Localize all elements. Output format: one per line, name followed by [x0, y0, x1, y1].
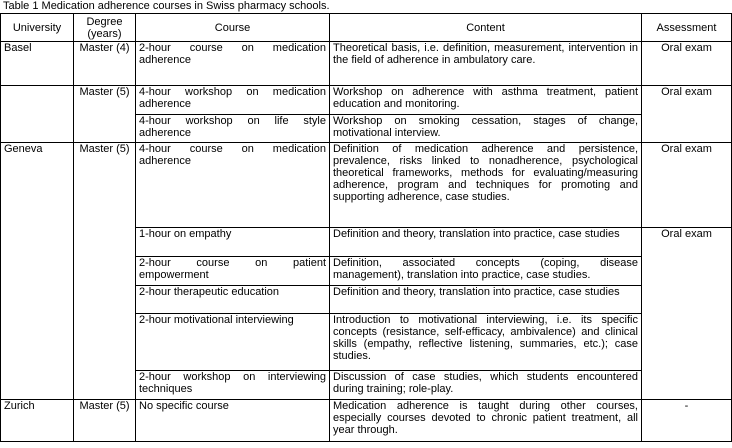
header-content: Content	[330, 14, 642, 42]
course-cell: 1-hour on empathy	[136, 228, 330, 257]
table-row	[1, 86, 732, 115]
course-cell: 2-hour motivational interviewing	[136, 314, 330, 371]
course-cell: No specific course	[136, 400, 330, 442]
degree-cell: Master (5)	[74, 143, 136, 400]
content-cell: Medication adherence is taught during other courses, especially courses devoted to chronic patient treatment, all year through.	[330, 400, 642, 442]
content-cell: Theoretical basis, i.e. definition, measurement, intervention in the field of adherence in ambulatory care.	[330, 42, 642, 86]
header-course: Course	[136, 14, 330, 42]
course-cell: 2-hour therapeutic education	[136, 286, 330, 314]
assessment-cell: Oral exam	[642, 228, 732, 400]
degree-cell: Master (5)	[74, 400, 136, 442]
content-cell: Definition of medication adherence and persistence, prevalence, risks linked to nonadherence, psychological theoretical frameworks, methods for evaluating/measuring adherence, program and techniques for promoting and supporting adherence, case studies.	[330, 143, 642, 228]
content-cell: Workshop on smoking cessation, stages of change, motivational interview.	[330, 115, 642, 143]
assessment-cell: Oral exam	[642, 86, 732, 143]
course-cell: 4-hour course on medication adherence	[136, 143, 330, 228]
content-cell: Definition and theory, translation into practice, case studies	[330, 286, 642, 314]
assessment-cell: Oral exam	[642, 143, 732, 228]
table-row	[1, 42, 732, 86]
university-cell-geneva: Geneva	[1, 143, 74, 400]
course-cell: 4-hour workshop on medication adherence	[136, 86, 330, 115]
table-row	[1, 400, 732, 442]
university-cell-zurich: Zurich	[1, 400, 74, 442]
table-caption: Table 1 Medication adherence courses in Swiss pharmacy schools.	[0, 0, 732, 14]
header-degree: Degree (years)	[74, 14, 136, 42]
header-assessment: Assessment	[642, 14, 732, 42]
header-university: University	[1, 14, 74, 42]
degree-cell: Master (4)	[74, 42, 136, 86]
university-cell-empty	[1, 86, 74, 143]
course-cell: 2-hour course on medication adherence	[136, 42, 330, 86]
content-cell: Definition and theory, translation into practice, case studies	[330, 228, 642, 257]
assessment-cell: -	[642, 400, 732, 442]
assessment-cell: Oral exam	[642, 42, 732, 86]
header-row	[1, 14, 732, 42]
content-cell: Workshop on adherence with asthma treatment, patient education and monitoring.	[330, 86, 642, 115]
course-cell: 2-hour course on patient empowerment	[136, 257, 330, 286]
university-cell-basel: Basel	[1, 42, 74, 86]
content-cell: Definition, associated concepts (coping, disease management), translation into practice, case studies.	[330, 257, 642, 286]
course-cell: 2-hour workshop on interviewing techniques	[136, 371, 330, 400]
table-row	[1, 143, 732, 228]
course-cell: 4-hour workshop on life style adherence	[136, 115, 330, 143]
content-cell: Discussion of case studies, which students encountered during training; role-play.	[330, 371, 642, 400]
adherence-courses-table	[0, 13, 732, 442]
degree-cell: Master (5)	[74, 86, 136, 143]
content-cell: Introduction to motivational interviewing, i.e. its specific concepts (resistance, self-efficacy, ambivalence) and clinical skills (empathy, reflective listening, summaries, etc.); case studies.	[330, 314, 642, 371]
